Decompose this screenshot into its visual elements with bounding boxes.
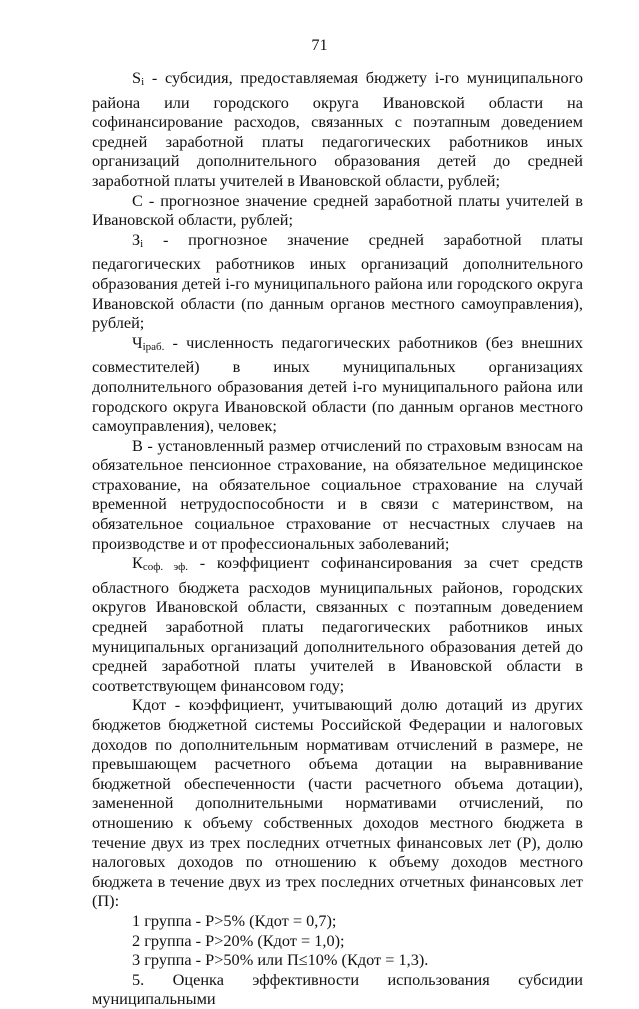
group-line-1: 1 группа - Р>5% (Кдот = 0,7); [132, 910, 337, 930]
paragraph-text: - субсидия, предоставляемая бюджету i-го муниципального района или городского округа Ивановской области на софинансирование расходов, связанных с поэтапным доведением средней заработной платы педагогических работников иных организаций дополнительного образования детей до средней заработной платы учителей в Ивановской области, рублей; [92, 68, 583, 190]
symbol: Ч [132, 332, 143, 352]
paragraph-insurance-rate [92, 436, 583, 554]
paragraph-text: Кдот - коэффициент, учитывающий долю дотаций из других бюджетов бюджетной системы Российской Федерации и налоговых доходов по дополнительным нормативам отчислений в размере, не превышающем расчетного объема дотации на выравнивание бюджетной обеспеченности (части расчетного объема дотации), замененной дополнительными нормативами отчислений, по отношению к объему собственных доходов местного бюджета в течение двух из трех последних отчетных финансовых лет (Р), долю налоговых доходов по отношению к объему доходов местного бюджета в течение двух из трех последних отчетных финансовых лет (П): [92, 695, 583, 911]
paragraph-forecast-salary [92, 230, 583, 333]
paragraph-text: - коэффициент софинансирования за счет средств областного бюджета расходов муниципальных районов, городских округов Ивановской области, связанных с поэтапным доведением средней заработной платы педагогических работников иных муниципальных организаций дополнительного образования детей до средней заработной платы учителей в Ивановской области в соответствующем финансовом году; [92, 553, 583, 695]
paragraph-subsidy-coefficient [92, 695, 583, 911]
paragraph-text: - численность педагогических работников (без внешних совместителей) в иных муниципальных организациях дополнительного образования детей i-го муниципального района или городского округа Ивановской области (по данным органов местного самоуправления), человек; [92, 332, 583, 436]
symbol-subscript: iраб. [142, 340, 165, 353]
group-line-3: 3 группа - Р>50% или П≤10% (Кдот = 1,3). [132, 950, 429, 970]
symbol-subscript: соф. эф. [142, 561, 189, 574]
symbol-subscript: i [140, 237, 144, 250]
symbol: S [132, 68, 142, 87]
paragraph-text: С - прогнозное значение средней заработной платы учителей в Ивановской области, рублей; [92, 190, 583, 230]
symbol-subscript: i [141, 76, 145, 88]
paragraph-text: - прогнозное значение средней заработной платы педагогических работников иных организаций дополнительного образования детей i-го муниципального района или городского округа Ивановской области (по данным органов местного самоуправления), рублей; [92, 229, 583, 333]
paragraph-cofinancing-coefficient [92, 553, 583, 695]
page-number: 71 [311, 35, 328, 54]
paragraph-text: В - установленный размер отчислений по страховым взносам на обязательное пенсионное страхование, на обязательное медицинское страхование, на обязательное социальное страхование на случай временной нетрудоспособности и в связи с материнством, на обязательное социальное страхование от несчастных случаев на производстве и от профессиональных заболеваний; [92, 435, 583, 553]
paragraph-subsidy-definition [92, 68, 583, 191]
symbol: З [132, 229, 141, 249]
section-heading-5: 5. Оценка эффективности использования субсидии муниципальными [92, 969, 583, 1009]
paragraph-teacher-salary [92, 191, 583, 230]
symbol: К [132, 553, 143, 573]
document-body [92, 68, 583, 1009]
paragraph-staff-count [92, 333, 583, 436]
group-line-2: 2 группа - Р>20% (Кдот = 1,0); [132, 930, 345, 950]
